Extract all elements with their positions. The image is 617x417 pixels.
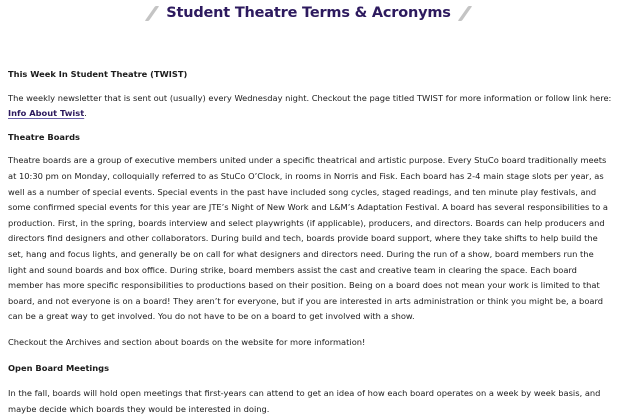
title-slash-left-icon [145, 6, 160, 21]
article-content [8, 67, 612, 417]
meetings-heading: Open Board Meetings [8, 362, 110, 373]
boards-paragraph: Theatre boards are a group of executive members united under a specific theatrical and artistic purpose. Every StuCo board traditionally meets at 10:30 pm on Monday, colloquially referred to as StuCo O’Clock, in rooms in Norris and Fisk. Each board has 2-4 main stage slots per year, as well as a number of special events. Special events in the past have included song cycles, staged readings, and ten minute play festivals, and some confirmed special events for this year are JTE’s Night of New Work and L&M’s Adaptation Festival. A board has several responsibilities to a production. First, in the spring, boards interview and select playwrights (if applicable), producers, and directors. Boards can help producers and directors find designers and other collaborators. During build and tech, boards provide board support, where they take shifts to help build the set, hang and focus lights, and generally be on call for what designers and directors need. During the run of a show, board members run the light and sound boards and box office. During strike, board members assist the cast and creative team in clearing the space. Each board member has more specific responsibilities to productions based on their position. Being on a board does not mean your work is limited to that board, and not everyone is on a board! They aren’t for everyone, but if you are interested in arts administration or think you might be, a board can be a great way to get involved. You do not have to be on a board to get involved with a show. [8, 155, 609, 322]
meetings-paragraph: In the fall, boards will hold open meetings that first-years can attend to get an idea of how each board operates on a week by week basis, and maybe decide which boards they would be interested in doing. [8, 388, 601, 414]
info-about-twist-link[interactable]: Info About Twist [8, 108, 85, 119]
twist-paragraph [8, 91, 612, 122]
twist-heading: This Week In Student Theatre (TWIST) [8, 69, 188, 79]
boards-followup: Checkout the Archives and section about boards on the website for more information! [8, 336, 366, 347]
boards-heading: Theatre Boards [8, 131, 80, 142]
title-bar [0, 3, 617, 23]
title-slash-right-icon [457, 6, 472, 21]
twist-body-end: . [84, 108, 87, 119]
twist-body: The weekly newsletter that is sent out (usually) every Wednesday night. Checkout the page titled TWIST for more information or follow link here: [8, 92, 612, 103]
page-title: Student Theatre Terms & Acronyms [166, 5, 451, 21]
